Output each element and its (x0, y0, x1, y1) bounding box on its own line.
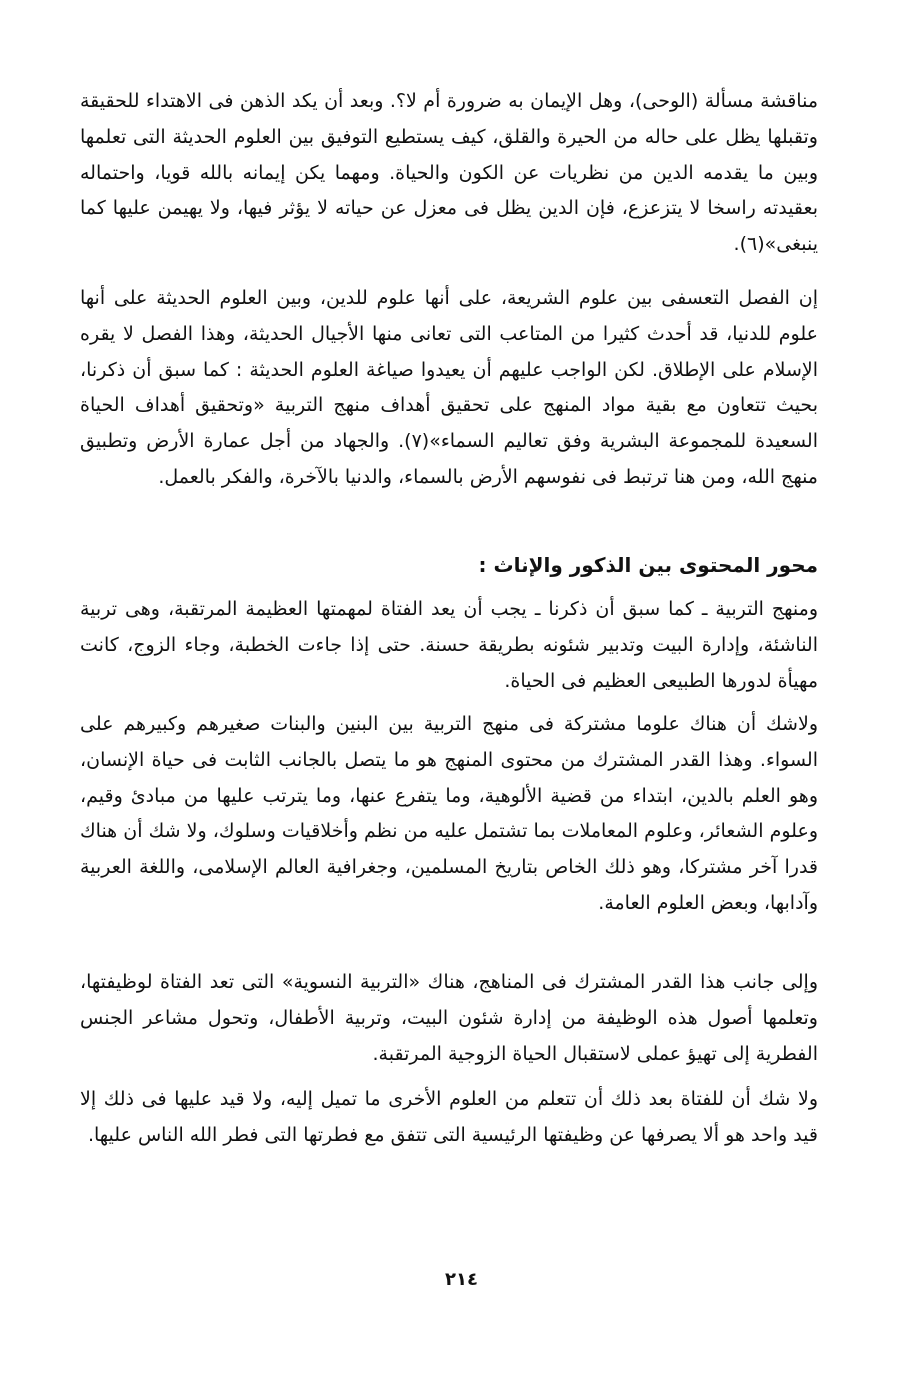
paragraph-5 (80, 965, 818, 1072)
paragraph-3 (80, 592, 818, 699)
paragraph-1 (80, 84, 818, 263)
section-heading: محور المحتوى بين الذكور والإناث : (478, 553, 818, 577)
paragraph-4 (80, 707, 818, 922)
paragraph-text: إن الفصل التعسفى بين علوم الشريعة، على أنها علوم للدين، وبين العلوم الحديثة على أنها علوم للدنيا، قد أحدث كثيرا من المتاعب التى تعانى منها الأجيال الحديثة، وهذا الفصل لا يقره الإسلام على الإطلاق. لكن الواجب عليهم أن يعيدوا صياغة العلوم الحديثة : كما سبق أن ذكرنا، بحيث تتعاون مع بقية مواد المنهج على تحقيق أهداف منهج التربية «وتحقيق أهداف الحياة السعيدة للمجموعة البشرية وفق تعاليم السماء»(٧). والجهاد من أجل عمارة الأرض وتطبيق منهج الله، ومن هنا ترتبط فى نفوسهم الأرض بالسماء، والدنيا بالآخرة، والفكر بالعمل. (80, 287, 818, 488)
paragraph-6 (80, 1082, 818, 1154)
paragraph-text: ومنهج التربية ـ كما سبق أن ذكرنا ـ يجب أن يعد الفتاة لمهمتها العظيمة المرتقبة، وهى تربية الناشئة، وإدارة البيت وتدبير شئونه بطريقة حسنة. حتى إذا جاءت الخطبة، وجاء الزوج، كانت مهيأة لدورها الطبيعى العظيم فى الحياة. (80, 598, 818, 692)
paragraph-text: وإلى جانب هذا القدر المشترك فى المناهج، هناك «التربية النسوية» التى تعد الفتاة لوظيفتها، وتعلمها أصول هذه الوظيفة من إدارة شئون البيت، وتربية الأطفال، وتحول مشاعر الجنس الفطرية إلى تهيؤ عملى لاستقبال الحياة الزوجية المرتقبة. (80, 971, 818, 1065)
paragraph-2 (80, 281, 818, 496)
page-number: ٢١٤ (445, 1269, 478, 1290)
paragraph-text: مناقشة مسألة (الوحى)، وهل الإيمان به ضرورة أم لا؟. وبعد أن يكد الذهن فى الاهتداء للحقيقة وتقبلها يظل على حاله من الحيرة والقلق، كيف يستطيع التوفيق بين العلوم الحديثة التى تعلمها وبين ما يقدمه الدين من نظريات عن الكون والحياة. ومهما يكن إيمانه بالله قويا، واحتماله بعقيدته راسخا لا يتزعزع، فإن الدين يظل فى معزل عن حياته لا يؤثر فيها، ولا يهيمن عليها كما ينبغى»(٦). (80, 90, 818, 256)
paragraph-text: ولا شك أن للفتاة بعد ذلك أن تتعلم من العلوم الأخرى ما تميل إليه، ولا قيد عليها فى ذلك إلا قيد واحد هو ألا يصرفها عن وظيفتها الرئيسية التى تتفق مع فطرتها التى فطر الله الناس عليها. (80, 1088, 818, 1146)
paragraph-text: ولاشك أن هناك علوما مشتركة فى منهج التربية بين البنين والبنات صغيرهم وكبيرهم على السواء. وهذا القدر المشترك من محتوى المنهج هو ما يتصل بالجانب الثابت فى حياة الإنسان، وهو العلم بالدين، ابتداء من قضية الألوهية، وما يتفرع عنها، وما يترتب عليها من مبادئ وقيم، وعلوم الشعائر، وعلوم المعاملات بما تشتمل عليه من نظم وأخلاقيات وسلوك، ولا شك أن هناك قدرا آخر مشتركا، وهو ذلك الخاص بتاريخ المسلمين، وجغرافية العالم الإسلامى، واللغة العربية وآدابها، وبعض العلوم العامة. (80, 713, 818, 914)
